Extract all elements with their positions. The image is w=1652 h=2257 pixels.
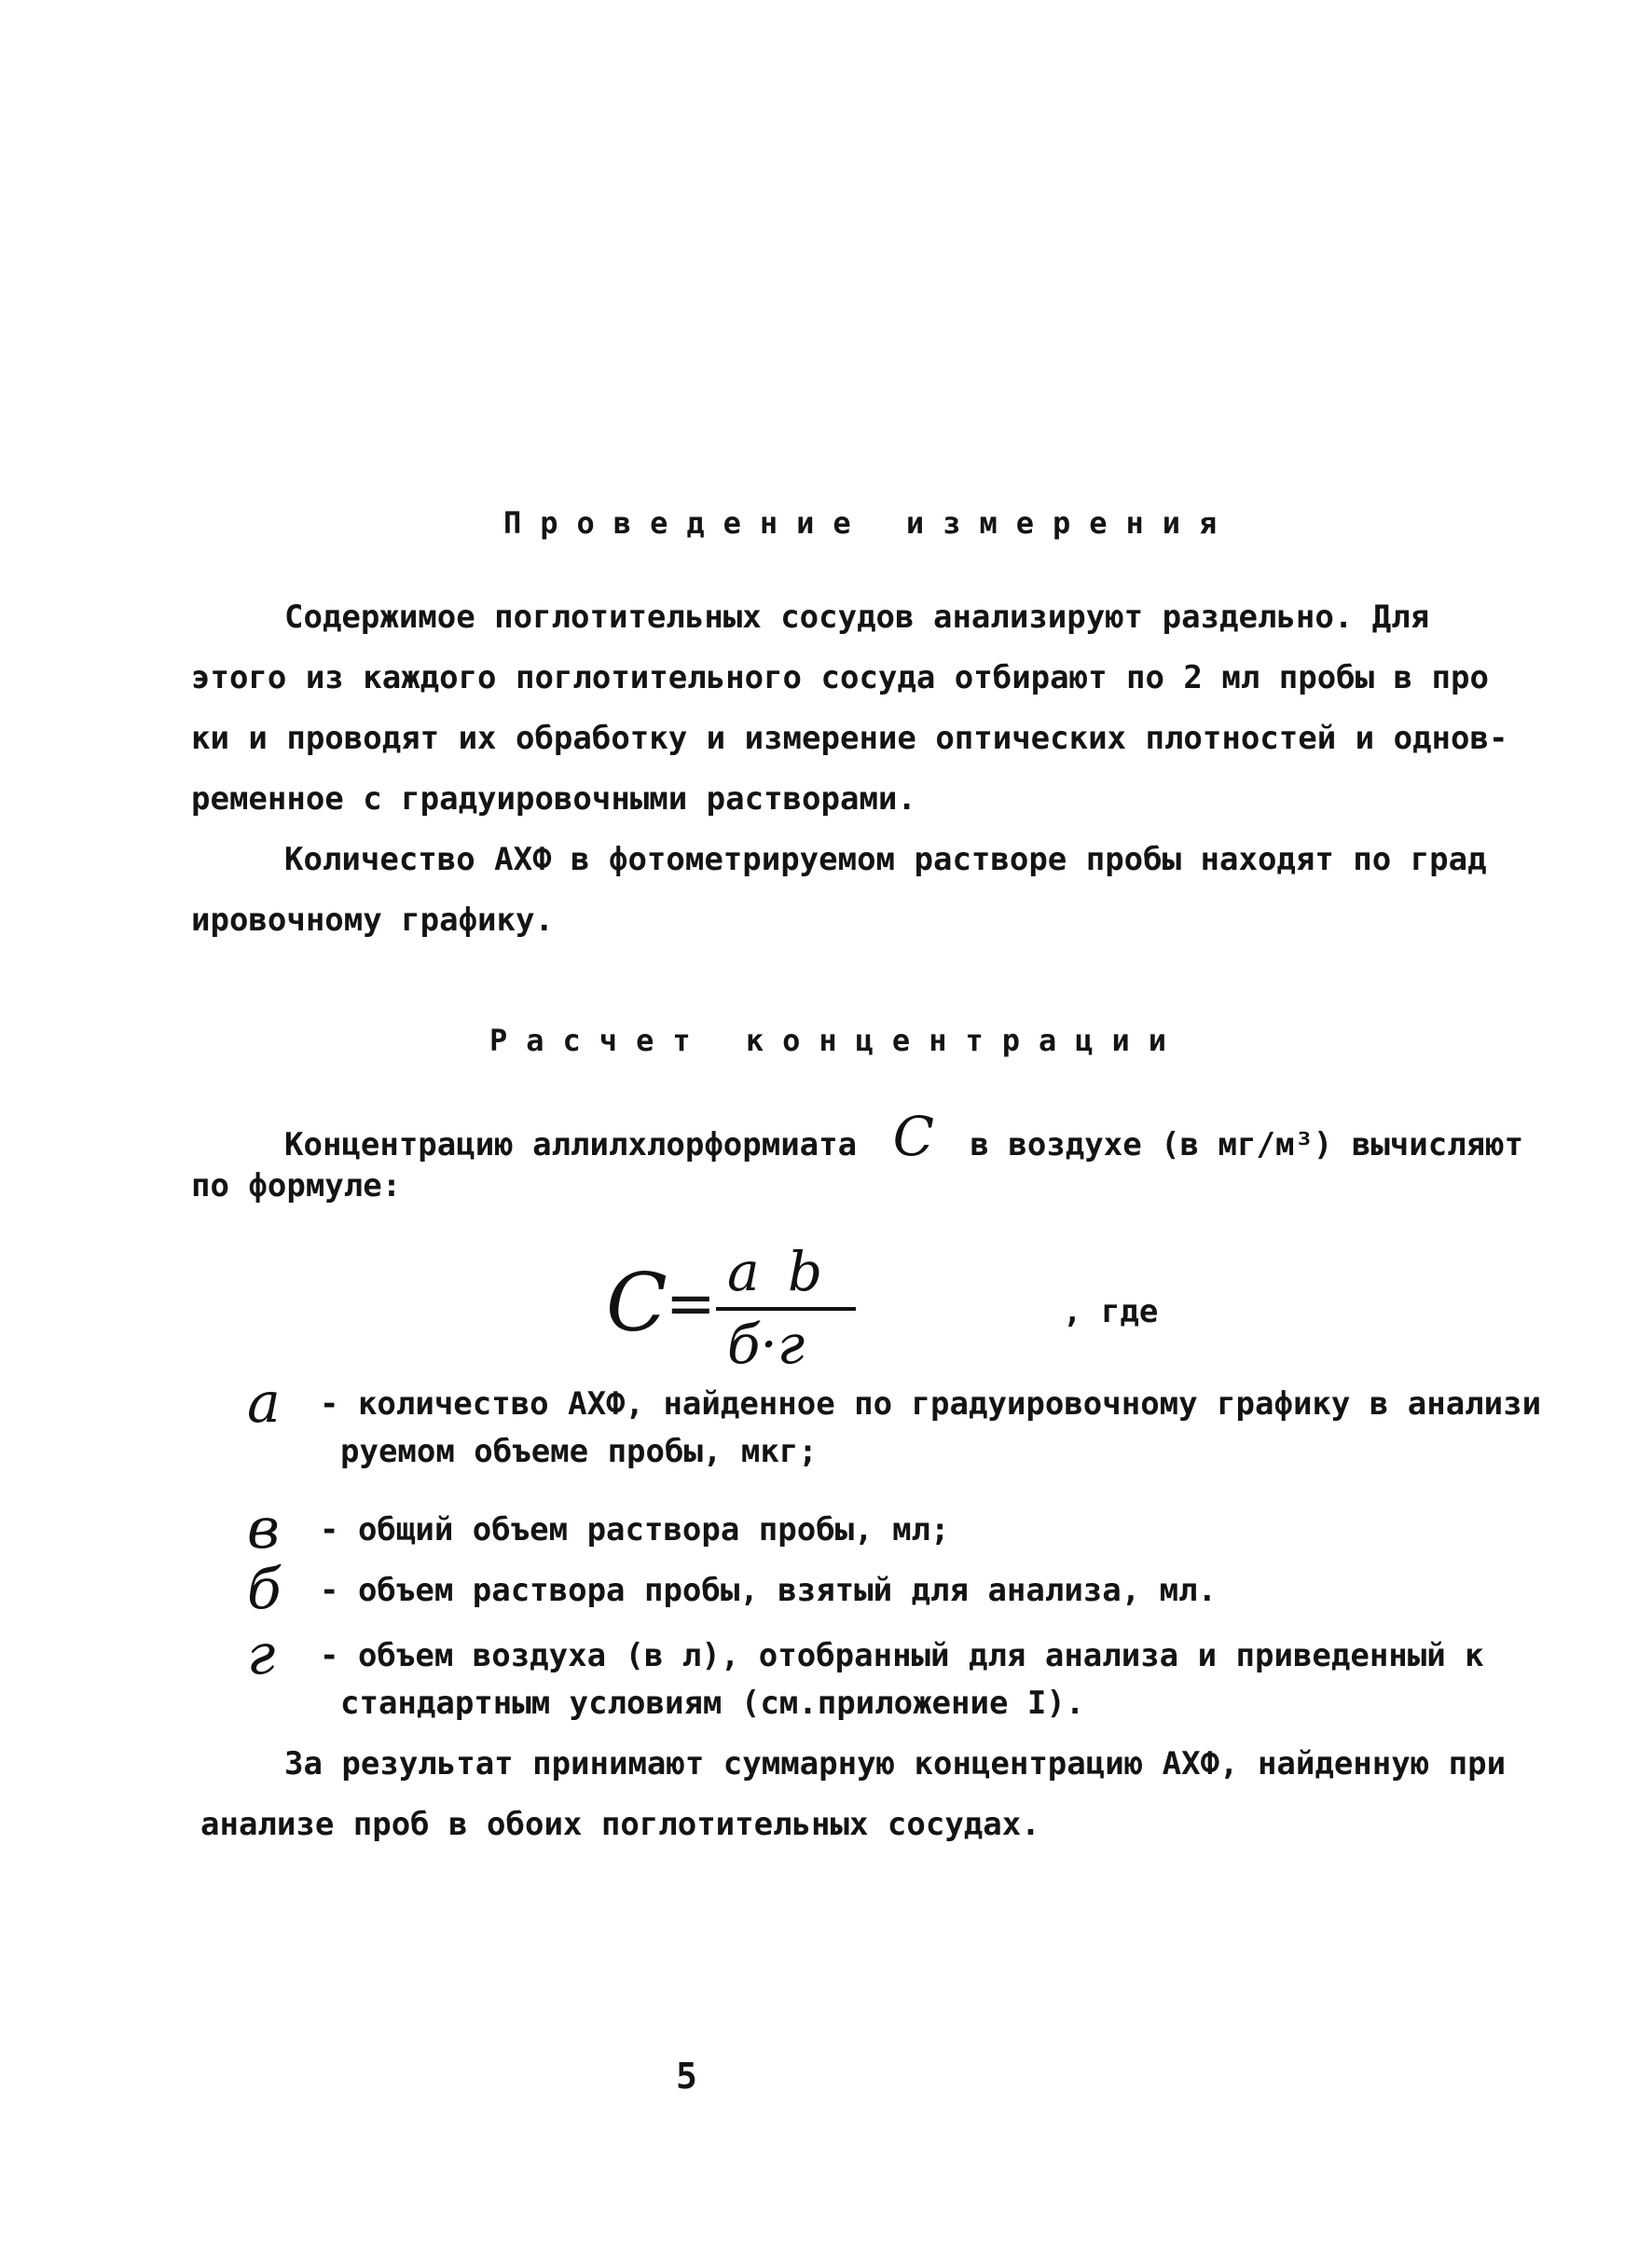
definition-g [247,1622,1484,1687]
paragraph-line: ировочному графику. [191,901,554,939]
paragraph-line: ременное с градуировочными растворами. [191,780,916,818]
paragraph-line: ки и проводят их обработку и измерение оптических плотностей и однов- [191,720,1508,757]
symbol-v: б [247,1557,282,1622]
definition-b [247,1496,950,1562]
paragraph-line: Количество АХФ в фотометрируемом растворе пробы находят по град [284,841,1487,878]
symbol-a: a [247,1370,281,1436]
formula-lhs: C [606,1257,668,1350]
result-line: За результат принимают суммарную концентрацию АХФ, найденную при [284,1745,1507,1782]
section-heading-measurement: Проведение измерения [503,505,1236,541]
intro-text-a: Концентрацию аллилхлорформиата [284,1126,858,1163]
section-heading-calculation: Расчет концентрации [489,1023,1186,1058]
page-number: 5 [676,2056,697,2097]
definition-text: - объем воздуха (в л), отобранный для анализа и приведенный к [320,1637,1484,1674]
paragraph-line: этого из каждого поглотительного сосуда отбирают по 2 мл пробы в про [191,659,1489,696]
definition-a-continued: руемом объеме пробы, мкг; [340,1433,818,1470]
formula [606,1240,904,1376]
intro-text-b: в воздухе (в мг/м³) вычисляют [970,1126,1524,1163]
intro-line [284,1105,1524,1168]
formula-equals: = [666,1270,716,1339]
fraction-bar [716,1307,856,1311]
definition-g-continued: стандартным условиям (см.приложение I). [340,1685,1085,1722]
formula-numerator: a b [727,1240,829,1303]
concentration-symbol: C [892,1105,934,1168]
symbol-b: в [247,1496,280,1562]
definition-text: - объем раствора пробы, взятый для анализа, мл. [320,1572,1218,1609]
paragraph-line: Содержимое поглотительных сосудов анализируют раздельно. Для [284,599,1430,636]
definition-a [247,1370,1542,1436]
symbol-g: г [247,1622,276,1687]
definition-text: - количество АХФ, найденное по градуировочному графику в анализи [320,1385,1542,1423]
definition-text: - общий объем раствора пробы, мл; [320,1511,950,1548]
intro-line-2: по формуле: [191,1167,402,1204]
definition-v [247,1557,1218,1622]
formula-denominator: б·г [727,1313,805,1376]
formula-tail: , где [1063,1293,1159,1330]
result-line-2: анализе проб в обоих поглотительных сосудах. [200,1806,1040,1843]
